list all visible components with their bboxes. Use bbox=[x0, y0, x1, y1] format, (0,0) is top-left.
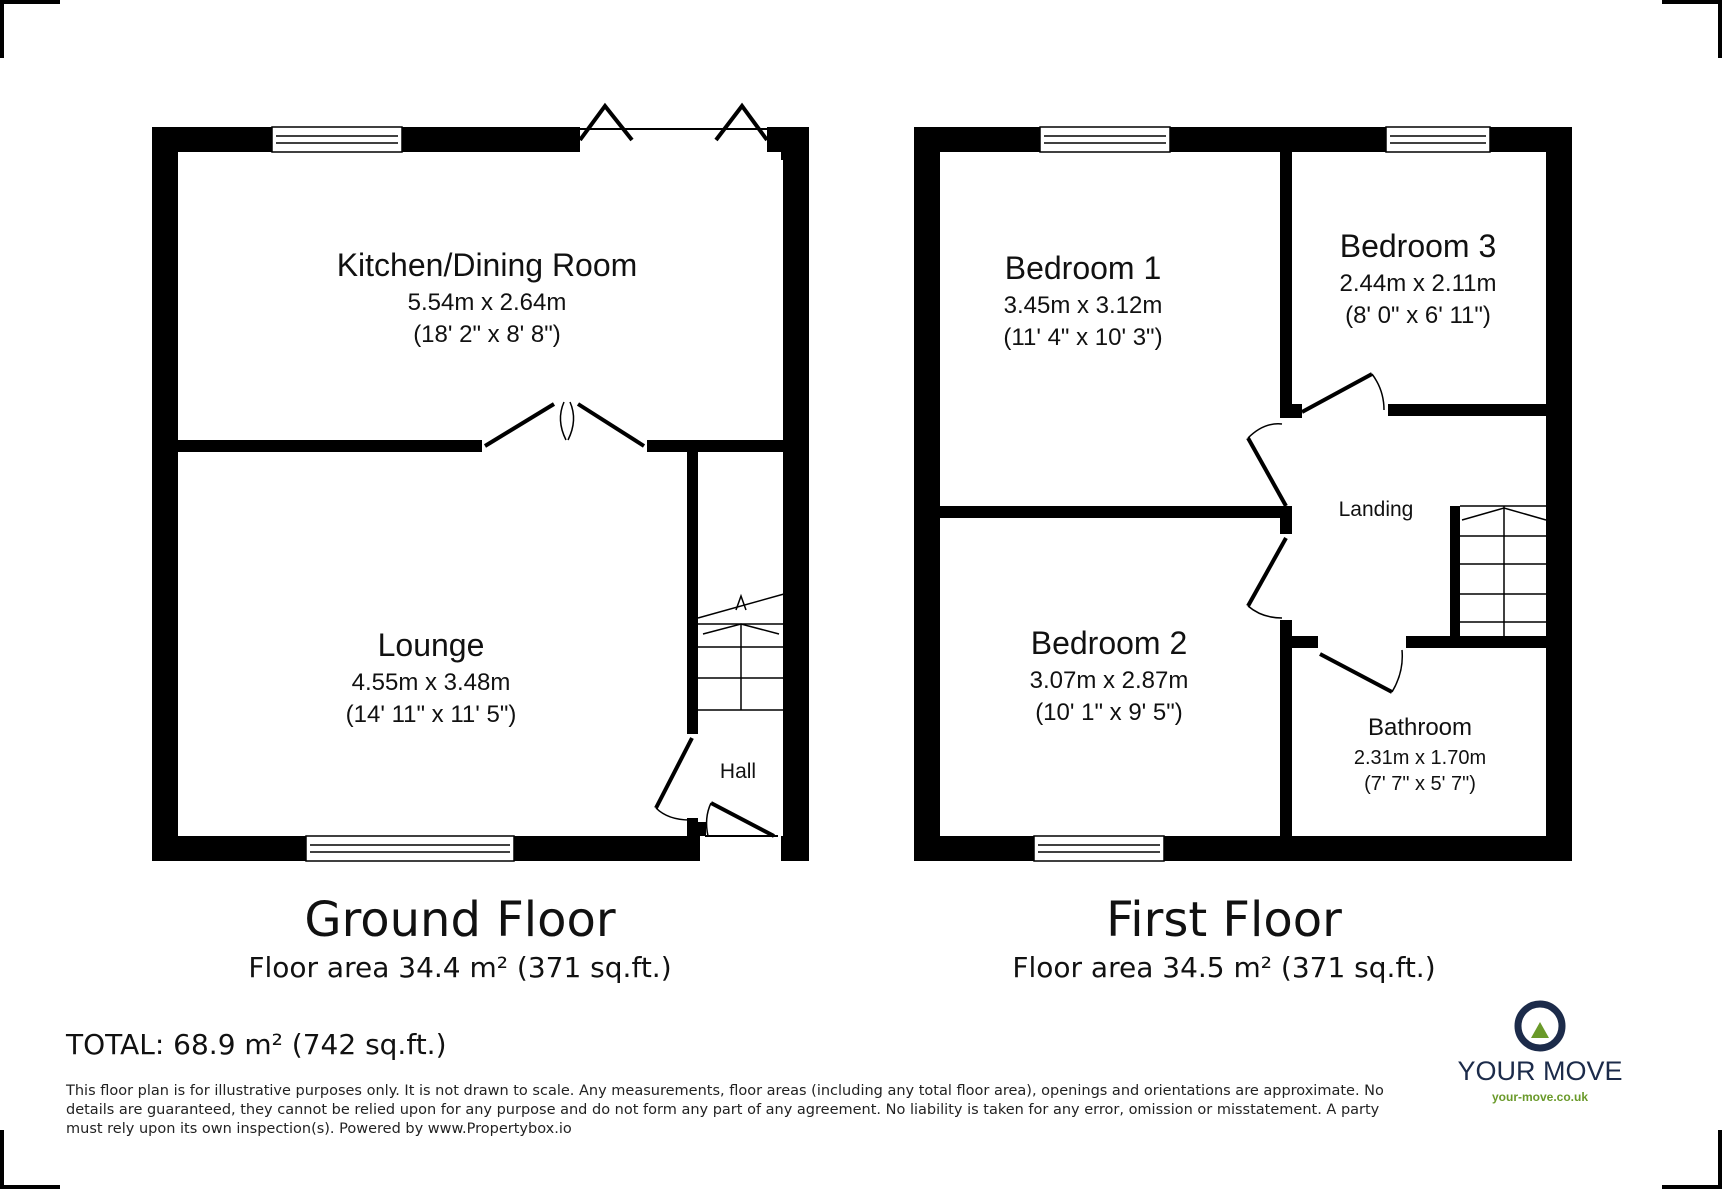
bedroom1-name: Bedroom 1 bbox=[1004, 250, 1162, 286]
kitchen-metric: 5.54m x 2.64m bbox=[407, 289, 567, 316]
bedroom3-metric: 2.44m x 2.11m bbox=[1339, 270, 1497, 297]
staircase bbox=[1460, 506, 1548, 636]
bedroom1-imperial: (11' 4" x 10' 3") bbox=[1003, 324, 1163, 351]
lounge-imperial: (14' 11" x 11' 5") bbox=[345, 701, 517, 728]
first-floor-area: Floor area 34.5 m² (371 sq.ft.) bbox=[1012, 951, 1436, 984]
window bbox=[1386, 127, 1490, 152]
door bbox=[1248, 374, 1402, 692]
bedroom2-name: Bedroom 2 bbox=[1030, 625, 1188, 661]
ground-floor-walls bbox=[152, 127, 809, 861]
first-floor-title: First Floor bbox=[1106, 892, 1342, 948]
hall-name: Hall bbox=[719, 760, 757, 783]
bathroom-imperial: (7' 7" x 5' 7") bbox=[1364, 773, 1476, 795]
door bbox=[656, 738, 778, 836]
bathroom-name: Bathroom bbox=[1367, 714, 1473, 741]
ground-floor-area: Floor area 34.4 m² (371 sq.ft.) bbox=[248, 951, 672, 984]
window bbox=[272, 127, 402, 152]
window bbox=[1034, 836, 1164, 861]
staircase bbox=[698, 594, 784, 710]
ground-floor-title: Ground Floor bbox=[304, 892, 616, 948]
landing-name: Landing bbox=[1338, 498, 1414, 521]
logo-brand-text: YOUR MOVE bbox=[1457, 1056, 1623, 1086]
lounge-name: Lounge bbox=[377, 627, 485, 663]
disclaimer-text: This floor plan is for illustrative purposes only. It is not drawn to scale. Any measurements, floor areas (including any total floor area), openings and orientations are approximate. No details are guaranteed, they cannot be relied upon for any purpose and do not form any part of any agreement. No liability is taken for any error, omission or misstatement. A party must rely upon its own inspection(s). Powered by www.Propertybox.io bbox=[66, 1083, 1384, 1137]
ground-floor-title-block bbox=[180, 892, 740, 986]
bedroom3-name: Bedroom 3 bbox=[1339, 228, 1497, 264]
bedroom3-imperial: (8' 0" x 6' 11") bbox=[1345, 302, 1491, 329]
ground-floor-plan bbox=[152, 106, 809, 861]
logo-url-text: your-move.co.uk bbox=[1491, 1090, 1589, 1104]
double-door bbox=[485, 402, 644, 446]
first-floor-title-block bbox=[944, 892, 1504, 986]
lounge-metric: 4.55m x 3.48m bbox=[351, 669, 511, 696]
window bbox=[306, 836, 514, 861]
your-move-logo bbox=[1450, 998, 1630, 1108]
kitchen-imperial: (18' 2" x 8' 8") bbox=[413, 321, 561, 348]
logo-mark-icon bbox=[1510, 998, 1570, 1054]
first-floor-plan bbox=[914, 127, 1572, 861]
bifold-door bbox=[580, 106, 782, 160]
bedroom2-imperial: (10' 1" x 9' 5") bbox=[1035, 699, 1183, 726]
window bbox=[1040, 127, 1170, 152]
bedroom1-metric: 3.45m x 3.12m bbox=[1003, 292, 1163, 319]
kitchen-name: Kitchen/Dining Room bbox=[336, 247, 638, 283]
bathroom-metric: 2.31m x 1.70m bbox=[1353, 747, 1487, 769]
bedroom2-metric: 3.07m x 2.87m bbox=[1029, 667, 1189, 694]
total-area: TOTAL: 68.9 m² (742 sq.ft.) bbox=[66, 1028, 447, 1061]
